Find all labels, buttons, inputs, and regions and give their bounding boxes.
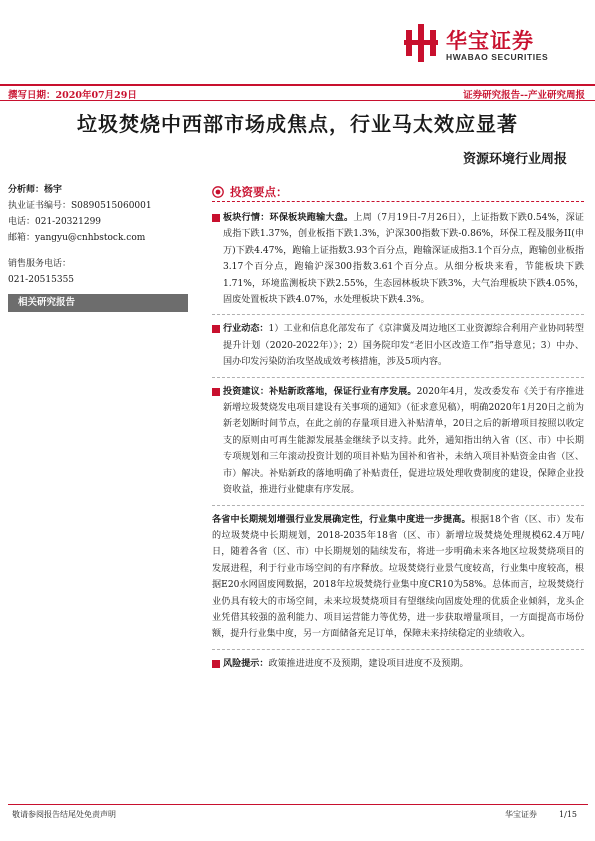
bullet-square-icon: [212, 660, 220, 668]
divider: [212, 314, 584, 315]
report-type: 证券研究报告--产业研究周报: [463, 90, 585, 101]
paragraph-risk: [212, 656, 584, 672]
investment-highlights: [212, 182, 584, 678]
section-heading: [212, 182, 584, 202]
report-date: 撰写日期：2020年07月29日: [8, 90, 137, 101]
paragraph-industry-news: [212, 321, 584, 370]
footer-divider: [8, 804, 588, 805]
bullet-square-icon: [212, 388, 220, 396]
footer-info: [483, 809, 577, 820]
paragraph-provincial-planning: [212, 512, 584, 643]
analyst-cert: 执业证书编号：S0890515060001: [8, 201, 152, 211]
analyst-email[interactable]: 邮箱：yangyu@cnhbstock.com: [8, 233, 146, 243]
report-subtitle: 资源环境行业周报: [462, 152, 567, 167]
divider: [212, 649, 584, 650]
paragraph-lead: 各省中长期规划增强行业发展确定性，行业集中度进一步提高。: [212, 513, 471, 525]
paragraph-body: 根据18个省（区、市）发布的垃圾焚烧中长期规划，2018-2035年18省（区、市）新增垃圾焚烧处理规模62.4万吨/日，随着各省（区、市）中长期规划的陆续发布，将进一步明确未来各地区垃圾焚烧项目的发展进程，利于行业市场空间的有序释放。垃圾焚烧行业景气度较高，行业集中度较高，根据E20水网固废网数据，2018年垃圾焚烧行业集中度CR10为58%。总体而言，垃圾焚烧行业仍具有较大的市场空间，未来垃圾焚烧项目有望继续向固废处理的优质企业倾斜，龙头企业凭借其较强的盈利能力、项目运营能力等优势，进一步获取增量项目，一方面提高市场份额，提升行业集中度，另一方面储备充足订单，保障未来持续稳定的业绩收入。: [212, 514, 584, 640]
target-icon: [212, 186, 224, 198]
brand-logo: [404, 22, 574, 66]
brand-logo-mark-icon: [404, 24, 438, 62]
paragraph-body: 政策推进进度不及预期，建设项目进度不及预期。: [268, 658, 469, 669]
sales-label: 销售服务电话：: [8, 259, 72, 269]
page-number: 1/15: [559, 810, 577, 819]
divider: [212, 377, 584, 378]
bullet-square-icon: [212, 214, 220, 222]
report-header-bar: [0, 84, 595, 101]
section-heading-text: 投资要点：: [230, 184, 288, 199]
brand-name-cn: 华宝证券: [446, 29, 534, 53]
paragraph-investment-advice: [212, 384, 584, 499]
bullet-square-icon: [212, 325, 220, 333]
brand-name-en: HWABAO SECURITIES: [446, 52, 549, 62]
paragraph-body: 上周（7月19日-7月26日），上证指数下跌0.54%，深证成指下跌1.37%，创业板指下跌1.3%，沪深300指数下跌-0.86%，环保工程及服务II(申万)下跌4.47%，跑输上证指数3.93个百分点，跑输深证成指3.1个百分点，跑输创业板指3.17个百分点，跑输沪深300指数3.61个百分点。从细分板块来看，节能板块下跌1.71%，环境监测板块下跌2.55%，生态园林板块下跌3%，大气治理板块下跌4.05%，固废处置板块下跌4.07%，水处理板块下跌4.3%。: [223, 213, 584, 306]
footer-company: 华宝证券: [505, 810, 538, 819]
sales-phone: 021-20515355: [8, 275, 75, 285]
analyst-sidebar: [8, 182, 188, 312]
divider: [212, 505, 584, 506]
footer-disclaimer: 敬请参阅报告结尾处免责声明: [12, 810, 116, 819]
related-reports-header: 相关研究报告: [8, 294, 188, 312]
paragraph-market: [212, 210, 584, 308]
analyst-name: 分析师：杨宇: [8, 185, 63, 195]
paragraph-lead: 风险提示：: [223, 657, 269, 669]
analyst-phone: 电话：021-20321299: [8, 217, 102, 227]
paragraph-body: 1）工业和信息化部发布了《京津冀及周边地区工业资源综合利用产业协同转型提升计划（2020-2022年）》；2）国务院印发“老旧小区改造工作”指导意见；3）中办、国办印发污染防治攻坚战成效考核措施，涉及5项内容。: [223, 324, 584, 368]
report-title: 垃圾焚烧中西部市场成焦点，行业马太效应显著: [77, 112, 518, 136]
paragraph-lead: 投资建议：补贴新政落地，保证行业有序发展。: [223, 385, 417, 397]
paragraph-lead: 板块行情：环保板块跑输大盘。: [223, 212, 354, 223]
paragraph-body: 2020年4月，发改委发布《关于有序推进新增垃圾焚烧发电项目建设有关事项的通知》（征求意见稿），明确2020年1月20日之前为新老划断时间节点，在此之前的存量项目进入补贴清单，20日之后的新增项目按照以收定支的原则由可再生能源发展基金继续予以支持。此外，通知指出纳入省（区、市）中长期专项规划和三年滚动投资计划的项目补贴为国补和省补，未纳入项目补贴资金由省（区、市）解决。补贴新政的落地明确了补贴责任，促进垃圾处理收费制度的建设，保障企业投资收益，推进行业健康有序发展。: [223, 386, 584, 496]
paragraph-lead: 行业动态：: [223, 323, 269, 335]
